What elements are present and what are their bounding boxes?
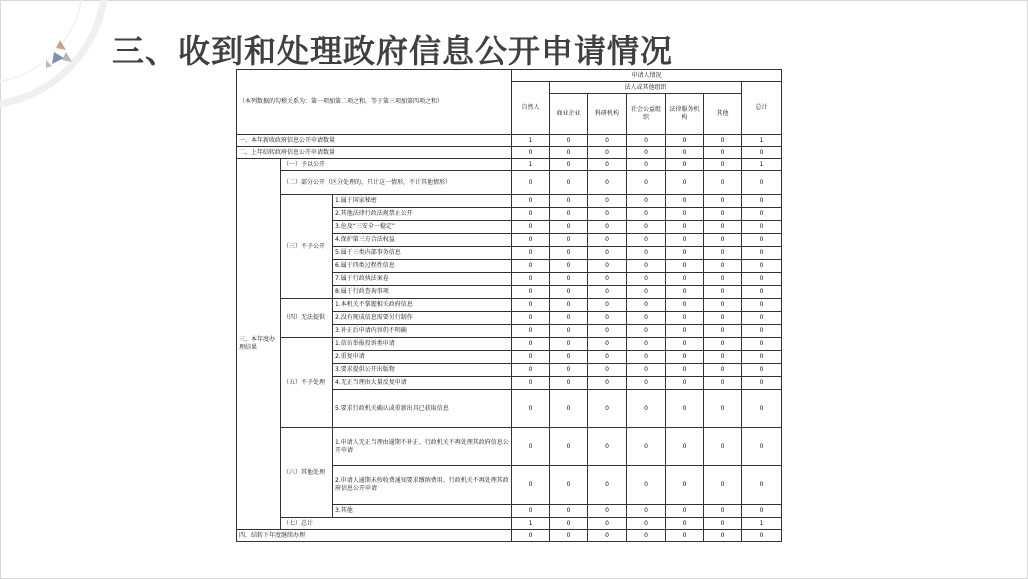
table-cell: 0 xyxy=(627,377,666,390)
table-cell: 0 xyxy=(704,390,742,428)
table-cell: 0 xyxy=(742,195,782,208)
table-row xyxy=(237,518,782,530)
table-cell: 0 xyxy=(627,338,666,351)
row-label: 6.属于四类过程性信息 xyxy=(333,260,512,273)
table-cell: 0 xyxy=(704,260,742,273)
table-cell: 0 xyxy=(704,312,742,325)
table-cell: 0 xyxy=(550,234,588,247)
table-cell: 0 xyxy=(627,147,666,159)
table-cell: 0 xyxy=(512,299,550,312)
table-cell: 0 xyxy=(588,247,627,260)
header-social: 社会公益组织 xyxy=(627,94,666,135)
table-row xyxy=(237,159,782,171)
table-cell: 0 xyxy=(666,364,704,377)
table-cell: 0 xyxy=(550,221,588,234)
row-label: （七）总计 xyxy=(281,518,512,530)
row-label: 3.危及“三安全一稳定” xyxy=(333,221,512,234)
table-cell: 0 xyxy=(742,234,782,247)
header-research: 科研机构 xyxy=(588,94,627,135)
row-label: 3.补正后申请内容仍不明确 xyxy=(333,325,512,338)
table-cell: 0 xyxy=(627,286,666,299)
table-cell: 0 xyxy=(550,273,588,286)
table-cell: 0 xyxy=(704,530,742,542)
table-cell: 0 xyxy=(550,505,588,518)
table-cell: 0 xyxy=(512,247,550,260)
row-label: 1.属于国家秘密 xyxy=(333,195,512,208)
table-cell: 0 xyxy=(627,221,666,234)
table-cell: 0 xyxy=(742,364,782,377)
table-cell: 0 xyxy=(704,466,742,505)
row-label: 2.申请人逾期未按收费通知要求缴纳费用、行政机关不再处理其政府信息公开申请 xyxy=(333,466,512,505)
section-3-label: 三、本年度办理结果 xyxy=(237,159,281,530)
table-cell: 0 xyxy=(666,312,704,325)
row-label: 7.属于行政执法案卷 xyxy=(333,273,512,286)
table-cell: 0 xyxy=(550,286,588,299)
table-cell: 0 xyxy=(742,273,782,286)
table-cell: 0 xyxy=(666,171,704,195)
table-cell: 0 xyxy=(627,312,666,325)
table-row xyxy=(237,171,782,195)
table-cell: 0 xyxy=(666,530,704,542)
table-cell: 0 xyxy=(666,147,704,159)
table-cell: 0 xyxy=(588,466,627,505)
table-cell: 0 xyxy=(742,338,782,351)
table-row xyxy=(237,135,782,147)
table-cell: 0 xyxy=(704,377,742,390)
table-cell: 0 xyxy=(666,466,704,505)
table-cell: 0 xyxy=(550,299,588,312)
table-cell: 0 xyxy=(627,247,666,260)
table-cell: 0 xyxy=(666,299,704,312)
table-row xyxy=(237,530,782,542)
table-cell: 0 xyxy=(588,159,627,171)
table-cell: 0 xyxy=(704,234,742,247)
table-cell: 0 xyxy=(742,260,782,273)
table-cell: 0 xyxy=(742,221,782,234)
slide-title: 三、收到和处理政府信息公开申请情况 xyxy=(112,32,674,70)
table-cell: 0 xyxy=(742,390,782,428)
table-cell: 0 xyxy=(588,195,627,208)
table-cell: 0 xyxy=(512,377,550,390)
table-cell: 0 xyxy=(588,325,627,338)
table-cell: 0 xyxy=(588,171,627,195)
table-cell: 0 xyxy=(627,135,666,147)
table-cell: 0 xyxy=(704,195,742,208)
header-legal-entity: 法人或其他组织 xyxy=(550,82,742,94)
header-natural-person: 自然人 xyxy=(512,82,550,135)
row-label: 3.要求提供公开出版物 xyxy=(333,364,512,377)
table-cell: 0 xyxy=(627,518,666,530)
table-cell: 0 xyxy=(742,466,782,505)
table-cell: 0 xyxy=(666,260,704,273)
table-cell: 0 xyxy=(550,195,588,208)
table-cell: 0 xyxy=(550,147,588,159)
row-label: 1.信访举报投诉类申请 xyxy=(333,338,512,351)
table-cell: 0 xyxy=(550,159,588,171)
table-row xyxy=(237,147,782,159)
table-cell: 0 xyxy=(588,518,627,530)
table-cell: 0 xyxy=(666,221,704,234)
header-other: 其他 xyxy=(704,94,742,135)
decorative-triangles-icon xyxy=(44,30,76,70)
table-cell: 0 xyxy=(588,428,627,466)
table-cell: 0 xyxy=(627,159,666,171)
table-cell: 0 xyxy=(588,234,627,247)
table-cell: 0 xyxy=(666,273,704,286)
table-cell: 0 xyxy=(512,195,550,208)
table-cell: 0 xyxy=(742,428,782,466)
table-cell: 0 xyxy=(666,428,704,466)
disclosure-table xyxy=(236,69,782,542)
table-cell: 1 xyxy=(512,159,550,171)
table-cell: 0 xyxy=(512,466,550,505)
row-label: 一、本年新收政府信息公开申请数量 xyxy=(237,135,512,147)
table-cell: 0 xyxy=(588,505,627,518)
table-cell: 0 xyxy=(627,505,666,518)
table-cell: 0 xyxy=(742,325,782,338)
table-cell: 0 xyxy=(742,247,782,260)
table-note: （本列数据的勾稽关系为：第一项加第二项之和，等于第三项加第四项之和） xyxy=(237,70,512,135)
table-cell: 0 xyxy=(666,247,704,260)
table-cell: 0 xyxy=(742,286,782,299)
row-label: 2.其他法律行政法规禁止公开 xyxy=(333,208,512,221)
table-cell: 0 xyxy=(588,377,627,390)
subgroup-label: （六）其他处理 xyxy=(281,428,333,518)
table-cell: 0 xyxy=(588,390,627,428)
table-cell: 0 xyxy=(512,530,550,542)
table-cell: 0 xyxy=(742,171,782,195)
table-cell: 0 xyxy=(666,234,704,247)
header-total: 总计 xyxy=(742,82,782,135)
table-cell: 0 xyxy=(550,171,588,195)
table-cell: 0 xyxy=(704,428,742,466)
row-label: 四、结转下年度继续办理 xyxy=(237,530,512,542)
header-applicant: 申请人情况 xyxy=(512,70,782,82)
table-cell: 0 xyxy=(627,390,666,428)
table-cell: 0 xyxy=(704,247,742,260)
header-business: 商业企业 xyxy=(550,94,588,135)
table-cell: 0 xyxy=(550,377,588,390)
table-cell: 0 xyxy=(666,377,704,390)
table-cell: 0 xyxy=(704,159,742,171)
table-cell: 0 xyxy=(627,273,666,286)
table-cell: 0 xyxy=(588,351,627,364)
table-cell: 0 xyxy=(666,159,704,171)
row-label: 5.要求行政机关确认或重新出具已获取信息 xyxy=(333,390,512,428)
table-cell: 0 xyxy=(512,147,550,159)
table-cell: 0 xyxy=(627,299,666,312)
table-cell: 0 xyxy=(627,364,666,377)
table-cell: 0 xyxy=(627,208,666,221)
table-cell: 0 xyxy=(550,135,588,147)
table-cell: 0 xyxy=(512,351,550,364)
table-cell: 0 xyxy=(550,312,588,325)
table-cell: 0 xyxy=(512,208,550,221)
table-cell: 0 xyxy=(512,505,550,518)
table-cell: 0 xyxy=(742,351,782,364)
row-label: （二）部分公开（区分处理的，只计这一情形，不计其他情形） xyxy=(281,171,512,195)
table-cell: 0 xyxy=(550,390,588,428)
table-cell: 0 xyxy=(588,338,627,351)
table-cell: 0 xyxy=(512,286,550,299)
row-label: 二、上年结转政府信息公开申请数量 xyxy=(237,147,512,159)
table-cell: 0 xyxy=(588,273,627,286)
subgroup-label: （四）无法提供 xyxy=(281,299,333,338)
table-cell: 0 xyxy=(704,325,742,338)
table-cell: 0 xyxy=(627,428,666,466)
table-row xyxy=(237,299,782,312)
table-cell: 0 xyxy=(550,208,588,221)
table-cell: 0 xyxy=(704,171,742,195)
table-cell: 0 xyxy=(704,351,742,364)
table-cell: 0 xyxy=(588,135,627,147)
table-cell: 0 xyxy=(742,147,782,159)
table-row xyxy=(237,195,782,208)
table-cell: 0 xyxy=(512,428,550,466)
subgroup-label: （三）不予公开 xyxy=(281,195,333,299)
row-label: 1.申请人无正当理由逾期不补正、行政机关不再处理其政府信息公开申请 xyxy=(333,428,512,466)
table-cell: 0 xyxy=(704,135,742,147)
row-label: 3.其他 xyxy=(333,505,512,518)
table-cell: 0 xyxy=(666,351,704,364)
table-cell: 0 xyxy=(742,377,782,390)
table-cell: 0 xyxy=(512,171,550,195)
table-cell: 0 xyxy=(512,312,550,325)
table-cell: 0 xyxy=(512,234,550,247)
table-cell: 0 xyxy=(666,195,704,208)
table-cell: 0 xyxy=(742,208,782,221)
table-cell: 0 xyxy=(627,234,666,247)
row-label: 5.属于三类内部事务信息 xyxy=(333,247,512,260)
row-label: 2.没有现成信息需要另行制作 xyxy=(333,312,512,325)
table-cell: 0 xyxy=(704,273,742,286)
subgroup-label: （五）不予处理 xyxy=(281,338,333,428)
table-cell: 0 xyxy=(666,208,704,221)
table-cell: 0 xyxy=(512,325,550,338)
table-cell: 1 xyxy=(742,135,782,147)
table-cell: 0 xyxy=(588,312,627,325)
table-cell: 0 xyxy=(512,260,550,273)
table-cell: 0 xyxy=(627,530,666,542)
table-cell: 1 xyxy=(742,159,782,171)
table-cell: 0 xyxy=(512,273,550,286)
table-cell: 0 xyxy=(550,260,588,273)
table-cell: 0 xyxy=(666,286,704,299)
table-cell: 0 xyxy=(742,312,782,325)
table-cell: 0 xyxy=(742,299,782,312)
table-cell: 0 xyxy=(588,147,627,159)
table-cell: 0 xyxy=(550,338,588,351)
table-cell: 0 xyxy=(704,338,742,351)
table-cell: 0 xyxy=(666,338,704,351)
table-cell: 0 xyxy=(704,208,742,221)
table-cell: 0 xyxy=(588,260,627,273)
table-cell: 0 xyxy=(512,338,550,351)
table-cell: 0 xyxy=(704,505,742,518)
table-cell: 0 xyxy=(627,171,666,195)
table-cell: 0 xyxy=(666,325,704,338)
table-cell: 0 xyxy=(666,135,704,147)
table-cell: 0 xyxy=(704,286,742,299)
table-cell: 0 xyxy=(550,518,588,530)
row-label: 4.保护第三方合法权益 xyxy=(333,234,512,247)
table-cell: 0 xyxy=(550,530,588,542)
table-cell: 1 xyxy=(512,135,550,147)
table-cell: 0 xyxy=(704,364,742,377)
table-cell: 0 xyxy=(512,390,550,428)
table-cell: 0 xyxy=(550,466,588,505)
table-cell: 0 xyxy=(550,247,588,260)
row-label: 1.本机关不掌握相关政府信息 xyxy=(333,299,512,312)
table-cell: 0 xyxy=(588,530,627,542)
row-label: 4.无正当理由大量反复申请 xyxy=(333,377,512,390)
table-cell: 0 xyxy=(666,505,704,518)
table-row xyxy=(237,338,782,351)
table-cell: 1 xyxy=(742,518,782,530)
row-label: （一）予以公开 xyxy=(281,159,512,171)
table-cell: 0 xyxy=(704,221,742,234)
header-legal-service: 法律服务机构 xyxy=(666,94,704,135)
table-cell: 0 xyxy=(704,518,742,530)
table-cell: 0 xyxy=(588,364,627,377)
table-cell: 0 xyxy=(588,286,627,299)
row-label: 2.重复申请 xyxy=(333,351,512,364)
table-cell: 0 xyxy=(666,390,704,428)
table-cell: 0 xyxy=(550,351,588,364)
table-cell: 0 xyxy=(627,195,666,208)
table-cell: 0 xyxy=(627,325,666,338)
table-cell: 0 xyxy=(742,530,782,542)
table-cell: 0 xyxy=(666,518,704,530)
table-cell: 0 xyxy=(742,505,782,518)
table-cell: 0 xyxy=(704,299,742,312)
table-cell: 0 xyxy=(550,428,588,466)
table-cell: 0 xyxy=(704,147,742,159)
table-cell: 0 xyxy=(550,364,588,377)
table-cell: 0 xyxy=(512,364,550,377)
table-cell: 0 xyxy=(627,260,666,273)
table-cell: 0 xyxy=(588,299,627,312)
table-cell: 1 xyxy=(512,518,550,530)
table-cell: 0 xyxy=(627,351,666,364)
table-cell: 0 xyxy=(550,325,588,338)
table-cell: 0 xyxy=(588,208,627,221)
table-row xyxy=(237,428,782,466)
table-cell: 0 xyxy=(627,466,666,505)
row-label: 8.属于行政查询事项 xyxy=(333,286,512,299)
table-cell: 0 xyxy=(588,221,627,234)
table-cell: 0 xyxy=(512,221,550,234)
